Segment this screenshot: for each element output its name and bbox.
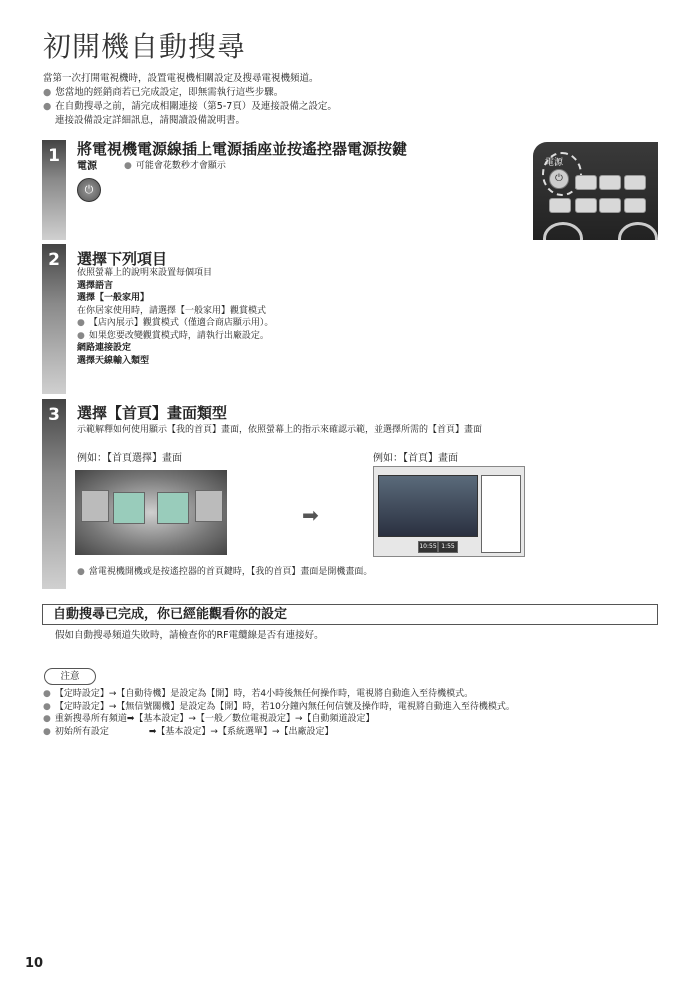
intro-bullet-text: 在自動搜尋之前，請完成相關連接（第5-7頁）及連接設備之設定。 <box>55 101 337 112</box>
step-bar <box>42 399 66 589</box>
remote-power-label: 電源 <box>545 158 564 168</box>
step-line: 網路連接設定 <box>77 343 132 353</box>
screen-panel <box>81 490 109 522</box>
bullet-icon: ● <box>43 701 51 712</box>
arrow-icon: ➡ <box>302 503 319 527</box>
remote-button <box>575 198 597 213</box>
side-panel <box>481 475 521 553</box>
screen-panel <box>113 492 145 524</box>
remote-button <box>599 198 621 213</box>
bullet-icon: ● <box>43 87 52 98</box>
home-screen-screenshot <box>373 466 525 557</box>
step-bullet-text: 如果您要改變觀賞模式時，請執行出廠設定。 <box>88 330 269 341</box>
remote-power-icon: ⏻ <box>549 169 569 189</box>
remote-button <box>624 198 646 213</box>
bullet-icon: ● <box>43 101 52 112</box>
remote-dpad-arc <box>543 222 583 240</box>
step-bullet-text: 【店內展示】觀賞模式（僅適合商店顯示用）。 <box>88 318 274 328</box>
step-line: 在你居家使用時，請選擇【一般家用】觀賞模式 <box>77 305 267 316</box>
step-body <box>77 267 477 367</box>
page-number: 10 <box>25 956 44 971</box>
step-line: 選擇天線輸入類型 <box>77 355 150 366</box>
remote-dpad-arc <box>618 222 658 240</box>
remote-button <box>624 175 646 190</box>
clock-tile: 10:55 <box>418 541 438 553</box>
completion-heading: 自動搜尋已完成，你已經能觀看你的設定 <box>53 607 288 622</box>
bullet-icon: ● <box>43 726 51 737</box>
step-heading: 選擇【首頁】畫面類型 <box>77 404 228 422</box>
intro-section <box>43 72 663 128</box>
intro-line: 連接設備設定詳細訊息，請閱讀設備說明書。 <box>55 115 246 126</box>
notes-list <box>43 688 683 738</box>
intro-bullet-text: 您當地的經銷商若已完成設定，即無需執行這些步驟。 <box>55 87 284 98</box>
note-text: 【定時設定】→【自動待機】是設定為【開】時，若4小時後無任何操作時，電視將自動進入至待機模式。 <box>54 689 474 699</box>
step-note <box>77 566 372 579</box>
step-number: 3 <box>48 405 60 425</box>
note-item <box>43 726 683 739</box>
note-text: 初始所有設定 <box>54 726 109 737</box>
step-note-text: 當電視機開機或是按遙控器的首頁鍵時，【我的首頁】畫面是開機畫面。 <box>88 567 373 577</box>
completion-text: 假如自動搜尋頻道失敗時，請檢查你的RF電纜線是否有連接好。 <box>55 630 324 641</box>
step-number: 2 <box>48 250 60 270</box>
note-item <box>43 701 683 714</box>
page-title: 初開機自動搜尋 <box>43 30 247 63</box>
step-bar <box>42 244 66 394</box>
step-line: 選擇語言 <box>77 280 114 291</box>
note-item <box>43 713 683 726</box>
step-bar <box>42 140 66 240</box>
home-selection-screenshot <box>75 470 227 555</box>
remote-illustration <box>533 142 658 240</box>
step-line: 選擇【一般家用】 <box>77 293 150 303</box>
bullet-icon: ● <box>124 161 132 171</box>
power-label: 電源 <box>77 161 97 172</box>
example-caption: 例如：【首頁選擇】畫面 <box>77 453 182 464</box>
remote-button <box>549 198 571 213</box>
note-item <box>43 688 683 701</box>
screen-panel <box>157 492 189 524</box>
intro-bullet <box>43 100 663 114</box>
tv-video-panel <box>378 475 478 537</box>
note-text: 重新搜尋所有頻道➡【基本設定】→【一般／數位電視設定】→【自動頻道設定】 <box>54 714 375 724</box>
step-number: 1 <box>48 146 60 166</box>
bullet-icon: ● <box>77 318 85 328</box>
step-bullet <box>77 317 477 330</box>
power-icon: ⏻ <box>77 178 101 202</box>
example-caption: 例如：【首頁】畫面 <box>373 453 458 464</box>
step-heading: 選擇下列項目 <box>77 250 168 268</box>
step-desc: 示範解釋如何使用顯示【我的首頁】畫面，依照螢幕上的指示來確認示範，並選擇所需的【首頁】畫面 <box>77 425 483 435</box>
note-text: ➡【基本設定】→【系統選單】→【出廠設定】 <box>148 726 334 737</box>
remote-button <box>575 175 597 190</box>
step-note <box>124 160 226 173</box>
bullet-icon: ● <box>43 714 51 724</box>
clock-tile: 1:55 <box>438 541 458 553</box>
intro-bullet <box>43 86 663 100</box>
step-bullet <box>77 330 477 343</box>
completion-banner <box>42 604 658 625</box>
step-line: 依照螢幕上的說明來設置每個項目 <box>77 268 213 278</box>
bullet-icon: ● <box>43 689 51 699</box>
remote-button <box>599 175 621 190</box>
step-heading: 將電視機電源線插上電源插座並按遙控器電源按鍵 <box>77 140 408 158</box>
intro-line: 當第一次打開電視機時，設置電視機相關設定及搜尋電視機頻道。 <box>43 73 319 84</box>
step-note-text: 可能會花數秒才會顯示 <box>135 161 226 171</box>
note-badge: 注意 <box>44 668 96 685</box>
note-text: 【定時設定】→【無信號關機】是設定為【開】時，若10分鐘內無任何信號及操作時，電視將自動進入至待機模式。 <box>54 701 515 712</box>
bullet-icon: ● <box>77 567 85 577</box>
bullet-icon: ● <box>77 330 85 341</box>
screen-panel <box>195 490 223 522</box>
